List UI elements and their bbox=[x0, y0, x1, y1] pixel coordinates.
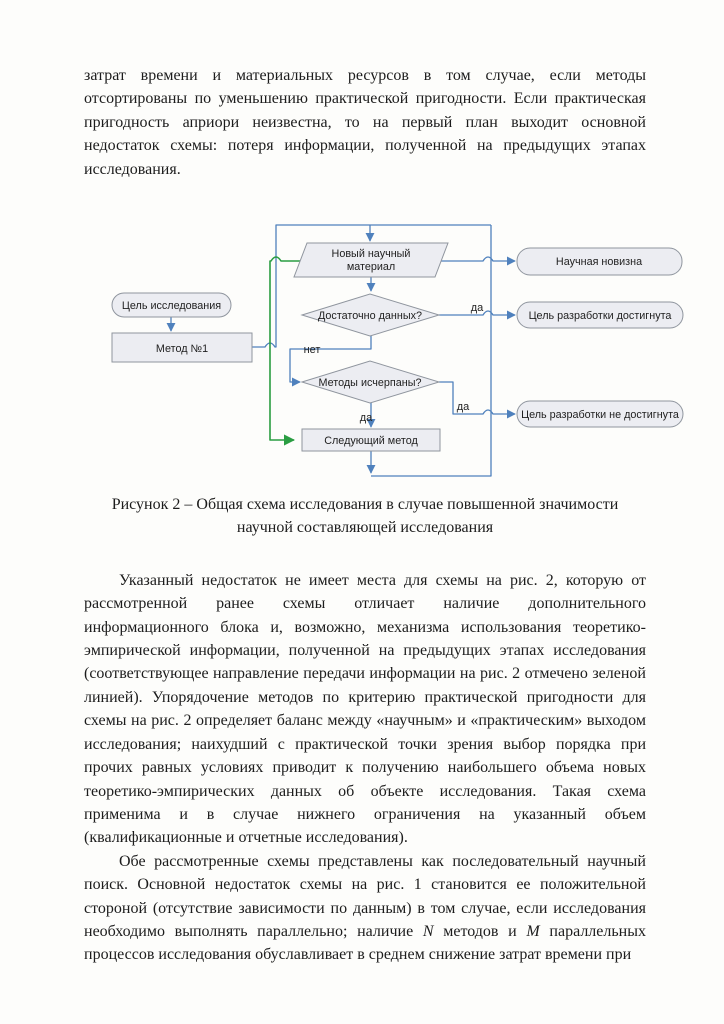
edge-material-to-novelty bbox=[441, 257, 515, 261]
label-novelty: Научная новизна bbox=[555, 256, 643, 269]
figure-2-flowchart bbox=[0, 208, 724, 493]
edge-label-no: нет bbox=[303, 344, 321, 357]
paragraph-bottom-text-2: методов и bbox=[433, 922, 527, 940]
label-new-material-line1: Новый научный bbox=[331, 248, 411, 261]
label-goal-not-achieved: Цель разработки не достигнута bbox=[521, 409, 679, 422]
figure-caption bbox=[84, 493, 646, 540]
variable-m: M bbox=[526, 922, 540, 940]
paragraph-bottom bbox=[84, 850, 646, 967]
edge-label-yes-3: да bbox=[456, 401, 470, 414]
figure-caption-line2: научной составляющей исследования bbox=[236, 519, 494, 537]
label-goal-achieved: Цель разработки достигнута bbox=[528, 310, 672, 323]
variable-n: N bbox=[422, 922, 434, 940]
label-next-method: Следующий метод bbox=[324, 435, 418, 448]
label-new-material-line2: материал bbox=[346, 261, 396, 274]
edge-label-yes-1: да bbox=[470, 302, 484, 315]
edge-label-yes-2: да bbox=[359, 412, 373, 425]
label-enough-data: Достаточно данных? bbox=[317, 310, 423, 323]
paragraph-top: затрат времени и материальных ресурсов в том случае, если методы отсортированы по уменьшению практической пригодности. Если практическая пригодность априори неизвестна, то на первый план выходит основной недостаток схемы: потеря информации, полученной на предыдущих этапах исследования. bbox=[84, 67, 646, 178]
paragraph-bottom-text-1: Обе рассмотренные схемы представлены как последовательный научный поиск. Основной недостаток схемы на рис. 1 становится ее положительной стороной (отсутствие зависимости по данным) в том случае, если исследования необходимо выполнять параллельно; наличие bbox=[84, 852, 646, 940]
edge-exhausted-right-yes bbox=[439, 382, 515, 414]
flowchart-canvas bbox=[0, 208, 724, 493]
paragraph-middle: Указанный недостаток не имеет места для схемы на рис. 2, которую от рассмотренной ранее схемы отличает наличие дополнительного информационного блока и, возможно, механизма использования теоретико-эмпирической информации, полученной на предыдущих этапах исследования (соответствующее направление передачи информации на рис. 2 отмечено зеленой линией). Упорядочение методов по критерию практической пригодности для схемы на рис. 2 определяет баланс между «научным» и «практическим» выходом исследования; наихудший с практической точки зрения выбор порядка при прочих равных условиях приводит к получению наибольшего объема новых теоретико-эмпирических данных об объекте исследования. Такая схема применима и в случае нижнего ограничения на указанный объем (квалификационные и отчетные исследования). bbox=[84, 571, 646, 847]
label-research-goal: Цель исследования bbox=[121, 300, 222, 313]
figure-caption-line1: Рисунок 2 – Общая схема исследования в случае повышенной значимости bbox=[111, 496, 619, 514]
paragraph-bottom-text-3: параллельных процессов исследования обуславливает в среднем снижение затрат времени при bbox=[84, 922, 646, 964]
label-method1: Метод №1 bbox=[155, 343, 209, 356]
label-methods-exhausted: Методы исчерпаны? bbox=[318, 377, 422, 390]
